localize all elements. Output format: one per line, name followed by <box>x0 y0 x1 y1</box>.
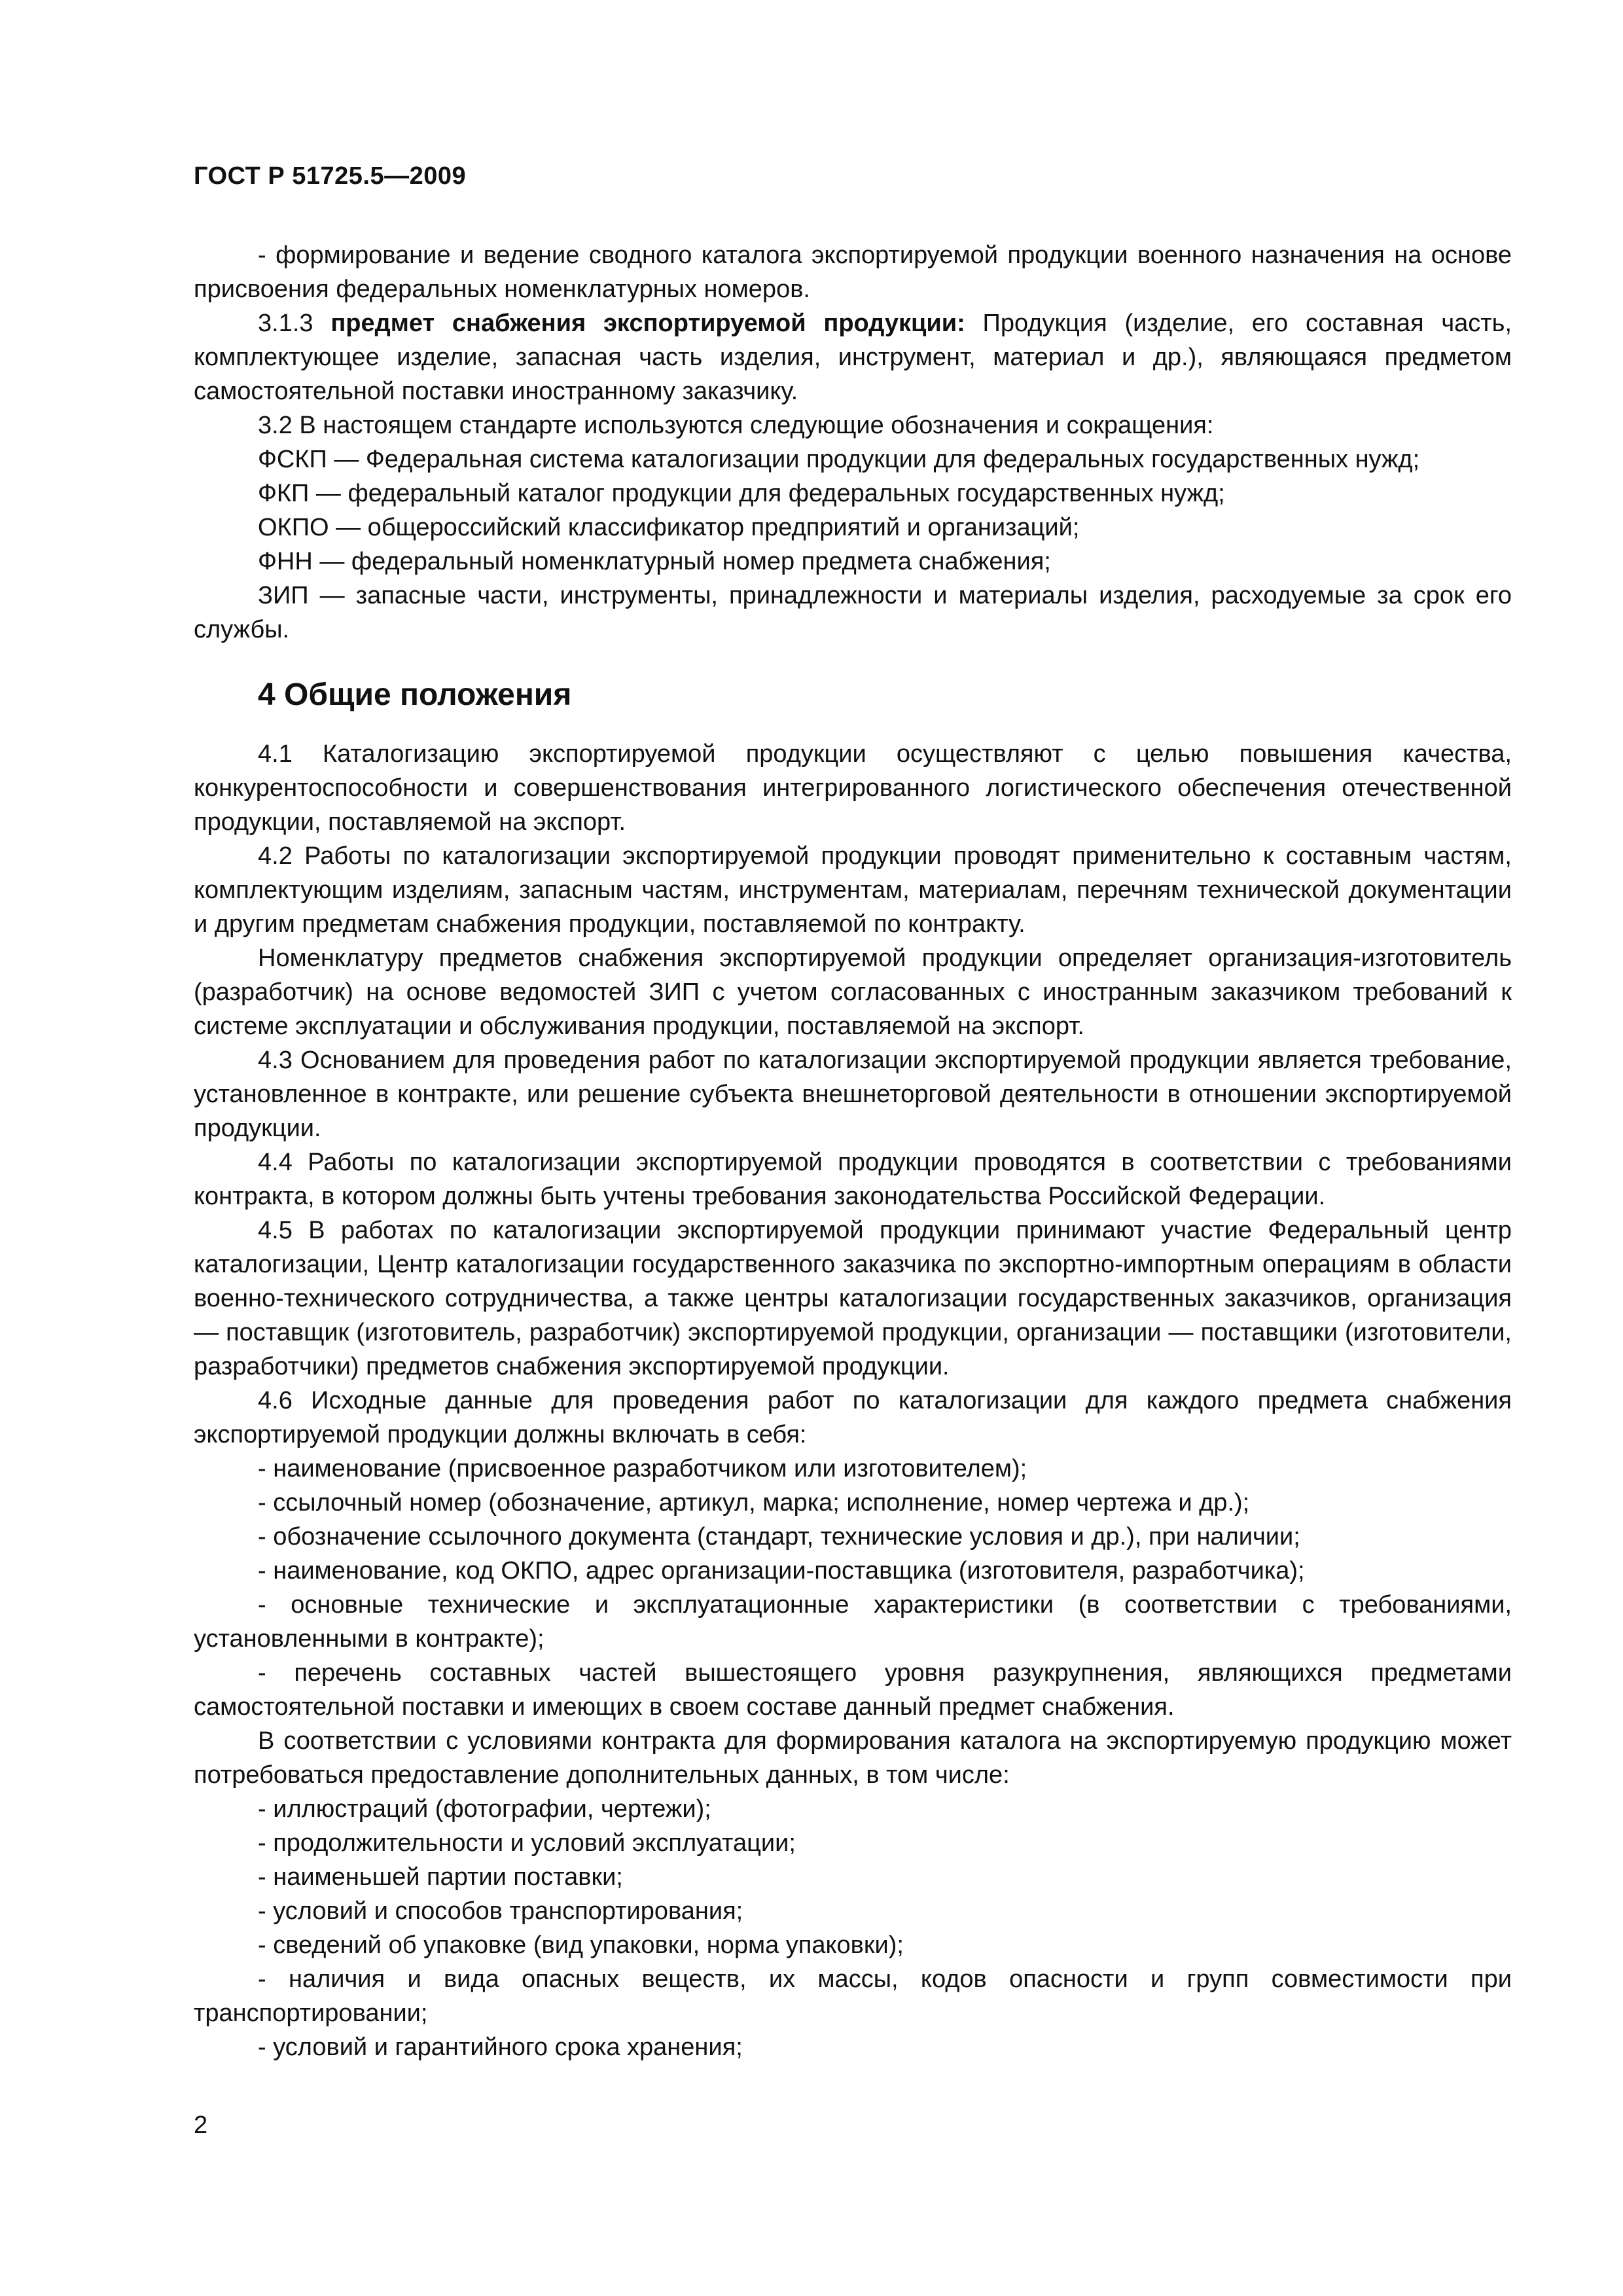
abbreviation-item: ОКПО — общероссийский классификатор предприятий и организаций; <box>258 514 1080 541</box>
document-header-code: ГОСТ Р 51725.5—2009 <box>194 162 467 190</box>
list-item: - наименьшей партии поставки; <box>258 1863 623 1891</box>
abbreviation-item: ЗИП — запасные части, инструменты, принадлежности и материалы изделия, расходуемые за срок его службы. <box>194 582 1512 643</box>
abbreviation-item: ФКП — федеральный каталог продукции для федеральных государственных нужд; <box>258 480 1225 507</box>
term-definition-paragraph <box>194 306 1512 408</box>
list-item: - наименование (присвоенное разработчиком или изготовителем); <box>258 1455 1027 1482</box>
abbreviation-item: ФСКП — Федеральная система каталогизации продукции для федеральных государственных нужд; <box>258 446 1420 473</box>
paragraph: 4.3 Основанием для проведения работ по каталогизации экспортируемой продукции является требование, установленное в контракте, или решение субъекта внешнеторговой деятельности в отношении экспортируемой продукции. <box>194 1047 1512 1142</box>
section-heading: 4 Общие положения <box>258 677 572 712</box>
list-item: - наличия и вида опасных веществ, их массы, кодов опасности и групп совместимости при транспортировании; <box>194 1965 1512 2027</box>
term-name: предмет снабжения экспортируемой продукции: <box>330 310 965 337</box>
abbreviation-item: ФНН — федеральный номенклатурный номер предмета снабжения; <box>258 548 1051 575</box>
list-item: - обозначение ссылочного документа (стандарт, технические условия и др.), при наличии; <box>258 1523 1300 1551</box>
term-number: 3.1.3 <box>258 310 331 337</box>
list-item: - наименование, код ОКПО, адрес организации-поставщика (изготовителя, разработчика); <box>258 1557 1305 1585</box>
term-definition: Продукция (изделие, его составная часть, комплектующее изделие, запасная часть изделия, инструмент, материал и др.), являющаяся предметом самостоятельной поставки иностранному заказчику. <box>194 310 1512 405</box>
paragraph: 4.2 Работы по каталогизации экспортируемой продукции проводят применительно к составным частям, комплектующим изделиям, запасным частям, инструментам, материалам, перечням технической документации и другим предметам снабжения продукции, поставляемой по контракту. <box>194 842 1512 938</box>
list-item: - перечень составных частей вышестоящего уровня разукрупнения, являющихся предметами самостоятельной поставки и имеющих в своем составе данный предмет снабжения. <box>194 1659 1512 1721</box>
list-item: - иллюстраций (фотографии, чертежи); <box>258 1795 711 1823</box>
document-body <box>194 238 1512 2064</box>
list-item: - сведений об упаковке (вид упаковки, норма упаковки); <box>258 1931 904 1959</box>
list-item: - условий и гарантийного срока хранения; <box>258 2034 743 2061</box>
list-item: - основные технические и эксплуатационные характеристики (в соответствии с требованиями, установленными в контракте); <box>194 1591 1512 1653</box>
paragraph: В соответствии с условиями контракта для формирования каталога на экспортируемую продукцию может потребоваться предоставление дополнительных данных, в том числе: <box>194 1727 1512 1789</box>
page-number: 2 <box>194 2111 208 2139</box>
paragraph: 4.5 В работах по каталогизации экспортируемой продукции принимают участие Федеральный центр каталогизации, Центр каталогизации государственного заказчика по экспортно-импортным операциям в области военно-технического сотрудничества, а также центры каталогизации государственных заказчиков, организация — поставщик (изготовитель, разработчик) экспортируемой продукции, организации — поставщики (изготовители, разработчики) предметов снабжения экспортируемой продукции. <box>194 1217 1512 1380</box>
paragraph: 4.1 Каталогизацию экспортируемой продукции осуществляют с целью повышения качества, конкурентоспособности и совершенствования интегрированного логистического обеспечения отечественной продукции, поставляемой на экспорт. <box>194 740 1512 836</box>
paragraph: 4.4 Работы по каталогизации экспортируемой продукции проводятся в соответствии с требованиями контракта, в котором должны быть учтены требования законодательства Российской Федерации. <box>194 1149 1512 1210</box>
list-item: - формирование и ведение сводного каталога экспортируемой продукции военного назначения на основе присвоения федеральных номенклатурных номеров. <box>194 242 1512 303</box>
paragraph: Номенклатуру предметов снабжения экспортируемой продукции определяет организация-изготовитель (разработчик) на основе ведомостей ЗИП с учетом согласованных с иностранным заказчиком требований к системе эксплуатации и обслуживания продукции, поставляемой на экспорт. <box>194 944 1512 1040</box>
list-item: - продолжительности и условий эксплуатации; <box>258 1829 796 1857</box>
paragraph: 3.2 В настоящем стандарте используются следующие обозначения и сокращения: <box>258 412 1214 439</box>
list-item: - условий и способов транспортирования; <box>258 1897 743 1925</box>
list-item: - ссылочный номер (обозначение, артикул, марка; исполнение, номер чертежа и др.); <box>258 1489 1250 1516</box>
paragraph: 4.6 Исходные данные для проведения работ по каталогизации для каждого предмета снабжения экспортируемой продукции должны включать в себя: <box>194 1387 1512 1448</box>
